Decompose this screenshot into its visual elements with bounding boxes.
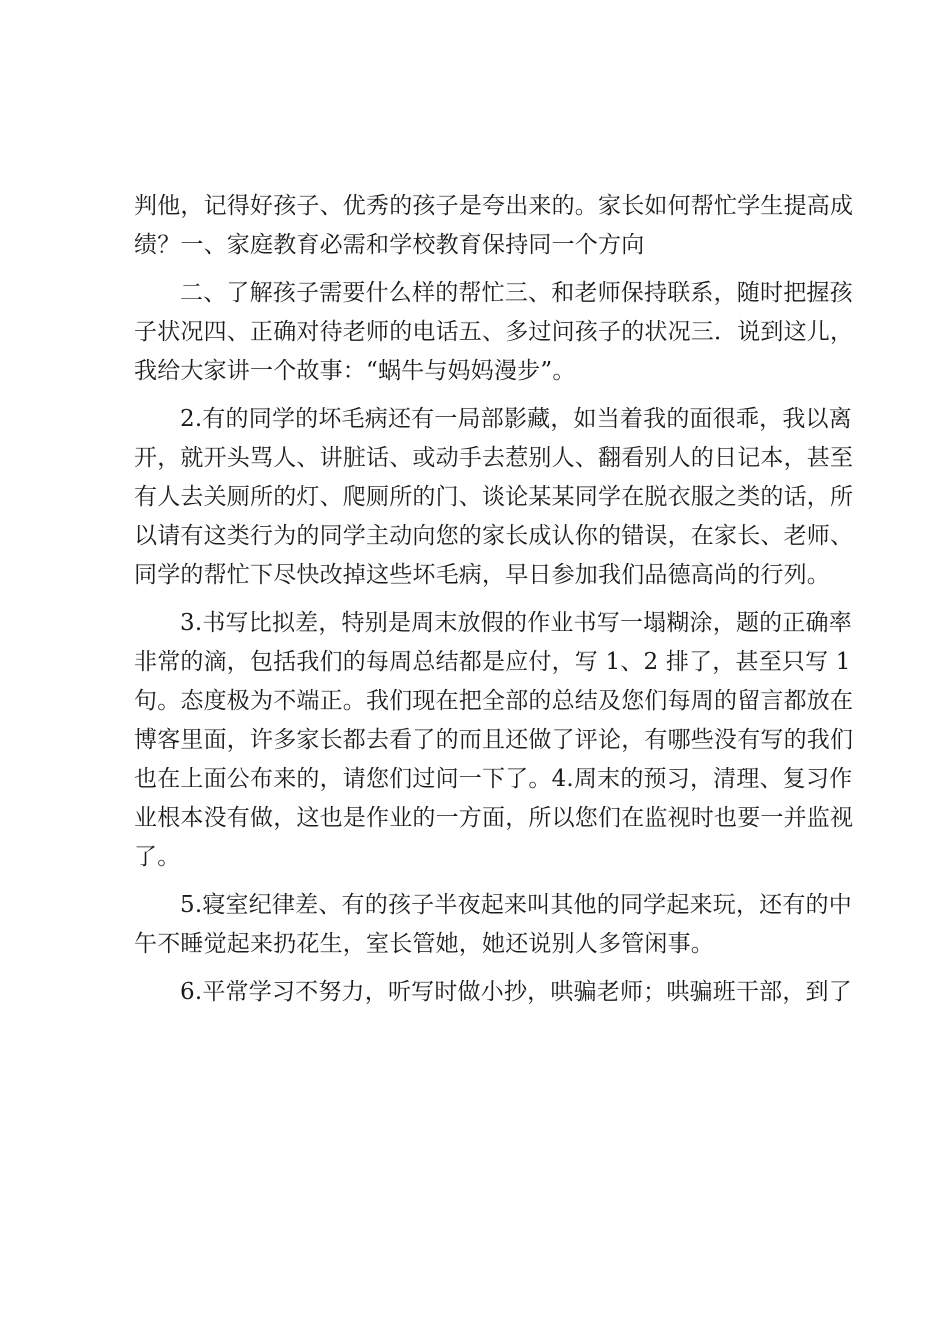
text-line: 业根本没有做，这也是作业的一方面，所以您们在监视时也要一并监视 <box>134 805 854 831</box>
paragraph-4 <box>134 604 854 877</box>
text-line: 了。 <box>134 844 181 870</box>
paragraph-6 <box>134 973 852 1012</box>
text-line: 子状况四、正确对待老师的电话五、多过问孩子的状况三．说到这儿， <box>134 319 854 345</box>
text-line: 6.平常学习不努力，听写时做小抄，哄骗老师；哄骗班干部，到了 <box>180 979 852 1005</box>
paragraph-3 <box>134 400 854 595</box>
text-line: 博客里面，许多家长都去看了的而且还做了评论，有哪些没有写的我们 <box>134 727 854 753</box>
text-line: 开，就开头骂人、讲脏话、或动手去惹别人、翻看别人的日记本，甚至 <box>134 445 854 471</box>
text-line: 以请有这类行为的同学主动向您的家长成认你的错误，在家长、老师、 <box>134 523 854 549</box>
text-line: 3.书写比拟差，特别是周末放假的作业书写一塌糊涂，题的正确率 <box>180 610 852 636</box>
text-line: 句。态度极为不端正。我们现在把全部的总结及您们每周的留言都放在 <box>134 688 854 714</box>
text-line: 非常的滴，包括我们的每周总结都是应付，写 1、2 排了，甚至只写 1 <box>134 649 851 675</box>
document-body <box>134 187 854 1012</box>
text-line: 同学的帮忙下尽快改掉这些坏毛病，早日参加我们品德高尚的行列。 <box>134 562 830 588</box>
text-line: 午不睡觉起来扔花生，室长管她，她还说别人多管闲事。 <box>134 931 714 957</box>
text-line: 有人去关厕所的灯、爬厕所的门、谈论某某同学在脱衣服之类的话，所 <box>134 484 854 510</box>
text-line: 也在上面公布来的，请您们过问一下了。4.周末的预习，清理、复习作 <box>134 766 853 792</box>
text-line: 二、了解孩子需要什么样的帮忙三、和老师保持联系，随时把握孩 <box>180 280 853 306</box>
text-line: 判他，记得好孩子、优秀的孩子是夸出来的。家长如何帮忙学生提高成 <box>134 193 854 219</box>
paragraph-5 <box>134 886 852 964</box>
text-line: 2.有的同学的坏毛病还有一局部影藏，如当着我的面很乖，我以离 <box>180 406 852 432</box>
text-line: 5.寝室纪律差、有的孩子半夜起来叫其他的同学起来玩，还有的中 <box>180 892 852 918</box>
text-line: 我给大家讲一个故事：“蜗牛与妈妈漫步”。 <box>134 358 576 384</box>
paragraph-2 <box>134 274 854 391</box>
text-line: 绩？一、家庭教育必需和学校教育保持同一个方向 <box>134 232 645 258</box>
paragraph-1 <box>134 187 854 265</box>
